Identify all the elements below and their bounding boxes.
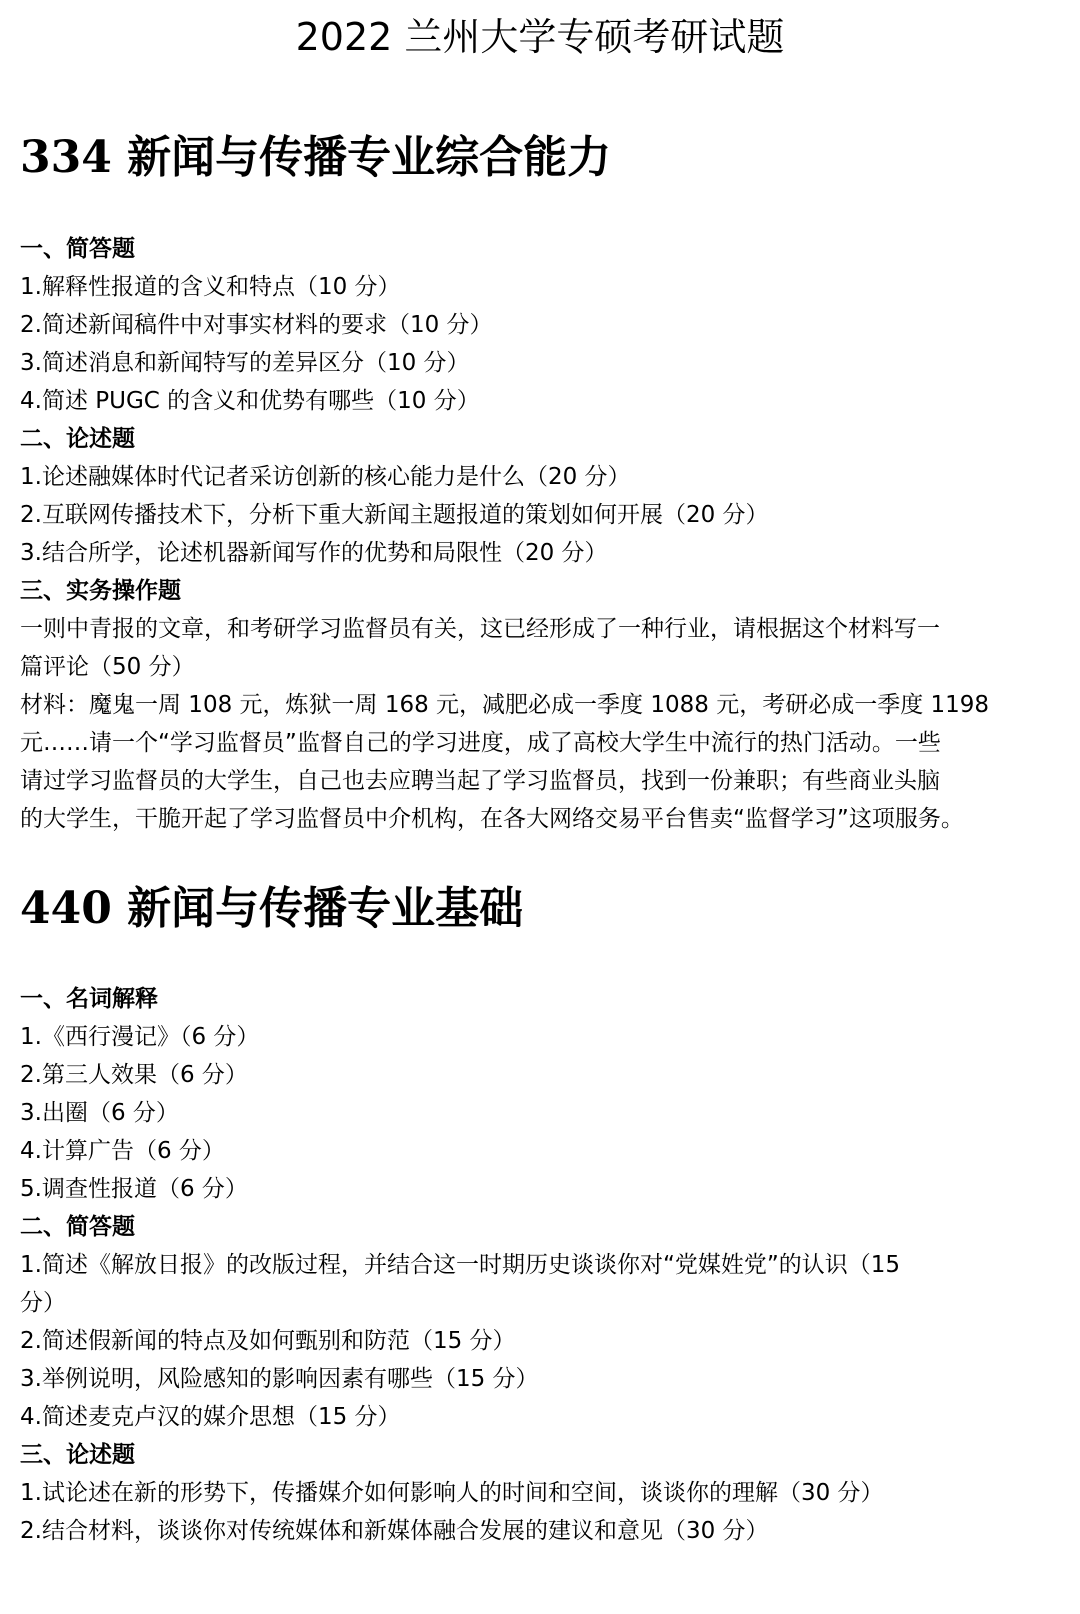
question-item: 1.试论述在新的形势下，传播媒介如何影响人的时间和空间，谈谈你的理解（30 分） <box>20 1480 884 1506</box>
section-440-title: 440 新闻与传播专业基础 <box>20 883 524 934</box>
question-item: 1.论述融媒体时代记者采访创新的核心能力是什么（20 分） <box>20 464 631 490</box>
term-item: 1.《西行漫记》（6 分） <box>20 1024 260 1050</box>
section-440-body <box>20 980 1060 1550</box>
question-item: 2.互联网传播技术下，分析下重大新闻主题报道的策划如何开展（20 分） <box>20 502 769 528</box>
material-line: 请过学习监督员的大学生，自己也去应聘当起了学习监督员，找到一份兼职；有些商业头脑 <box>20 768 940 794</box>
question-item: 4.简述 PUGC 的含义和优势有哪些（10 分） <box>20 388 480 414</box>
question-item: 2.结合材料，谈谈你对传统媒体和新媒体融合发展的建议和意见（30 分） <box>20 1518 769 1544</box>
question-item: 1.简述《解放日报》的改版过程，并结合这一时期历史谈谈你对“党媒姓党”的认识（15 <box>20 1252 901 1278</box>
question-item: 4.简述麦克卢汉的媒介思想（15 分） <box>20 1404 401 1430</box>
question-item: 2.简述新闻稿件中对事实材料的要求（10 分） <box>20 312 493 338</box>
section-440-part1-heading: 一、名词解释 <box>20 986 158 1012</box>
material-line: 的大学生，干脆开起了学习监督员中介机构，在各大网络交易平台售卖“监督学习”这项服务。 <box>20 806 964 832</box>
question-item: 3.简述消息和新闻特写的差异区分（10 分） <box>20 350 470 376</box>
question-item: 1.解释性报道的含义和特点（10 分） <box>20 274 401 300</box>
practice-prompt-line: 篇评论（50 分） <box>20 654 195 680</box>
practice-prompt-line: 一则中青报的文章，和考研学习监督员有关，这已经形成了一种行业，请根据这个材料写一 <box>20 616 940 642</box>
section-334-body <box>20 230 1060 838</box>
section-440-part3-heading: 三、论述题 <box>20 1442 135 1468</box>
question-item: 2.简述假新闻的特点及如何甄别和防范（15 分） <box>20 1328 516 1354</box>
question-item-continuation: 分） <box>20 1290 66 1316</box>
term-item: 2.第三人效果（6 分） <box>20 1062 248 1088</box>
section-334-title: 334 新闻与传播专业综合能力 <box>20 132 612 183</box>
document-title: 2022 兰州大学专硕考研试题 <box>295 15 785 59</box>
material-line: 材料：魔鬼一周 108 元，炼狱一周 168 元，减肥必成一季度 1088 元，考研必成一季度 1198 <box>20 692 990 718</box>
section-334-part2-heading: 二、论述题 <box>20 426 135 452</box>
section-440-part2-heading: 二、简答题 <box>20 1214 135 1240</box>
term-item: 4.计算广告（6 分） <box>20 1138 225 1164</box>
section-334-part3-heading: 三、实务操作题 <box>20 578 181 604</box>
question-item: 3.举例说明，风险感知的影响因素有哪些（15 分） <box>20 1366 539 1392</box>
question-item: 3.结合所学，论述机器新闻写作的优势和局限性（20 分） <box>20 540 608 566</box>
material-line: 元……请一个“学习监督员”监督自己的学习进度，成了高校大学生中流行的热门活动。一些 <box>20 730 941 756</box>
term-item: 3.出圈（6 分） <box>20 1100 179 1126</box>
section-334-part1-heading: 一、简答题 <box>20 236 135 262</box>
term-item: 5.调查性报道（6 分） <box>20 1176 248 1202</box>
